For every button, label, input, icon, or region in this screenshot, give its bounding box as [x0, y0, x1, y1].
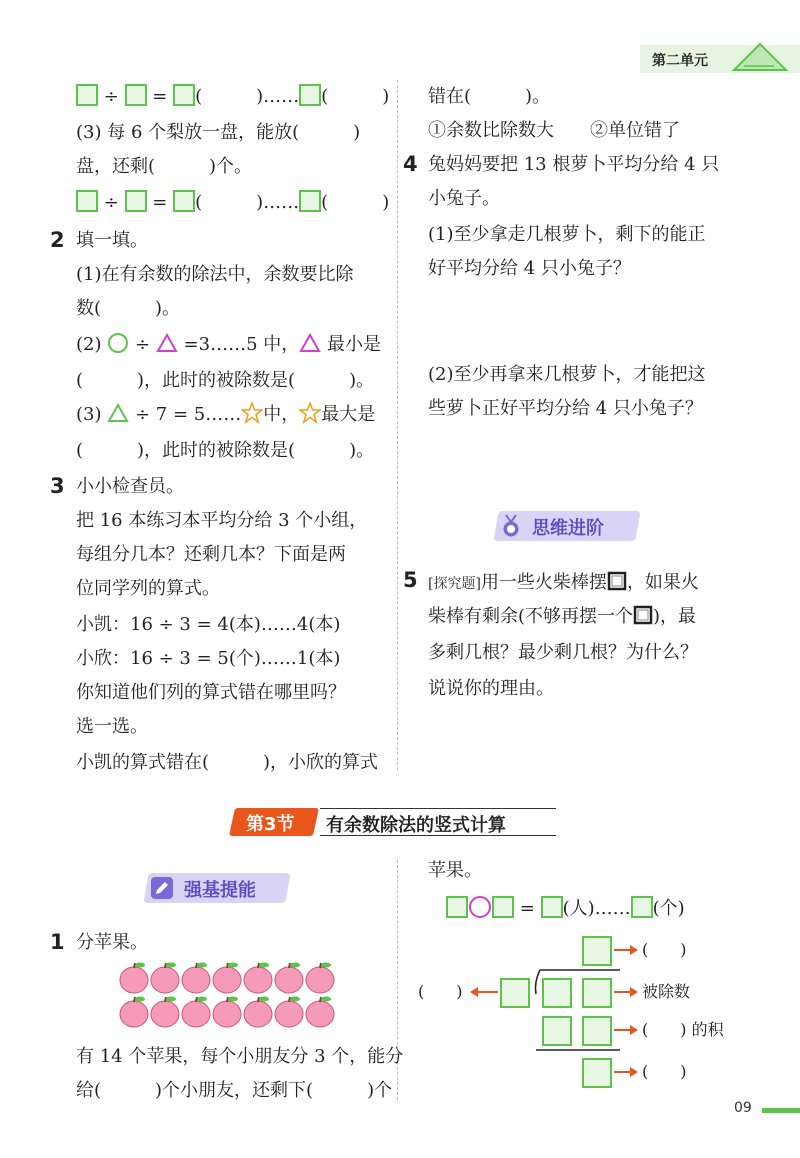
apple-icon	[182, 997, 210, 1028]
apple-icon	[213, 997, 241, 1028]
q4-line1: 兔妈妈要把 13 根萝卜平均分给 4 只	[428, 154, 720, 175]
star-icon	[299, 402, 321, 424]
blank-box[interactable]	[299, 84, 321, 106]
blank-box[interactable]	[173, 84, 195, 106]
q1-line1: 有 14 个苹果，每个小朋友分 3 个，能分	[76, 1046, 404, 1067]
question-number: 2	[50, 228, 65, 252]
q5-line4: 说说你的理由。	[428, 678, 554, 699]
arrow-icon	[614, 1024, 638, 1036]
label-product: ( ) 的积	[642, 1020, 724, 1039]
matchstick-square-icon	[607, 571, 627, 591]
apple-icon	[151, 963, 179, 994]
q3-title: 小小检查员。	[76, 476, 184, 497]
q4-2-line1: (2)至少再拿来几根萝卜，才能把这	[428, 364, 706, 385]
apple-icon	[182, 963, 210, 994]
matchstick-square-icon	[633, 605, 653, 625]
apples-illustration	[118, 962, 340, 1032]
quotient-box[interactable]	[582, 936, 612, 966]
q4-1-line1: (1)至少拿走几根萝卜，剩下的能正	[428, 224, 706, 245]
blank-box[interactable]	[299, 190, 321, 212]
q3-cont: 错在( )。	[428, 86, 551, 107]
q3-kai: 小凯：16 ÷ 3 = 4(本)……4(本)	[76, 614, 341, 635]
q1-3-line1: (3) 每 6 个梨放一盘，能放( )	[76, 122, 361, 143]
basic-badge-label: 强基提能	[184, 880, 256, 901]
label-remainder: ( )	[642, 1062, 687, 1081]
apple-icon	[306, 963, 334, 994]
blank-box[interactable]	[125, 84, 147, 106]
label-quotient: ( )	[642, 940, 687, 959]
apple-icon	[244, 997, 272, 1028]
q2-2-line2: ( )，此时的被除数是( )。	[76, 370, 375, 391]
arrow-icon	[614, 1066, 638, 1078]
divisor-box[interactable]	[500, 978, 530, 1008]
q2-1-line2: 数( )。	[76, 298, 181, 319]
q5-line1: [探究题]用一些火柴棒摆 ，如果火	[428, 572, 699, 593]
apple-icon	[120, 997, 148, 1028]
arrow-icon	[614, 986, 638, 998]
triangle-icon	[299, 333, 321, 353]
rb-cont: 苹果。	[428, 860, 482, 881]
apple-icon	[244, 963, 272, 994]
apple-icon	[213, 963, 241, 994]
blank-box[interactable]	[446, 896, 468, 918]
question-number: 5	[403, 568, 418, 592]
triangle-icon	[156, 333, 178, 353]
page-number: 09	[734, 1100, 752, 1116]
q3-line4: 你知道他们列的算式错在哪里吗？	[76, 682, 346, 703]
q3-line5: 选一选。	[76, 716, 148, 737]
column-divider-top	[397, 80, 398, 770]
blank-box[interactable]	[125, 190, 147, 212]
q2-1-line1: (1)在有余数的除法中，余数要比除	[76, 264, 354, 285]
section-title: 有余数除法的竖式计算	[326, 815, 506, 836]
q3-line1: 把 16 本练习本平均分给 3 个小组，	[76, 510, 368, 531]
circle-icon	[468, 895, 492, 919]
q4-line2: 小兔子。	[428, 188, 500, 209]
blank-box[interactable]	[76, 84, 98, 106]
arrow-icon	[470, 986, 498, 998]
thinking-badge-label: 思维进阶	[532, 518, 604, 539]
page-number-bar	[762, 1108, 800, 1113]
q1-title: 分苹果。	[76, 932, 148, 953]
rb-formula: = (人)…… (个)	[446, 895, 685, 922]
q2-3-line1: (3) ÷ 7 = 5…… 中， 最大是	[76, 404, 376, 425]
formula-b: ÷ = ( )…… ( )	[76, 190, 389, 216]
q4-2-line2: 些萝卜正好平均分给 4 只小兔子？	[428, 398, 703, 419]
arrow-icon	[614, 944, 638, 956]
q2-2-line1: (2) ÷ =3……5 中， 最小是	[76, 334, 381, 355]
q5-line3: 多剩几根？最少剩几根？为什么？	[428, 642, 698, 663]
formula-a: ÷ = ( )…… ( )	[76, 84, 389, 110]
q3-line2: 每组分几本？还剩几本？下面是两	[76, 544, 346, 565]
apple-icon	[275, 997, 303, 1028]
star-icon	[241, 402, 263, 424]
label-dividend: 被除数	[642, 982, 691, 1001]
blank-box[interactable]	[492, 896, 514, 918]
blank-box[interactable]	[76, 190, 98, 212]
circle-icon	[107, 332, 129, 354]
apple-icon	[306, 997, 334, 1028]
blank-box[interactable]	[631, 896, 653, 918]
q5-tag: [探究题]	[428, 576, 481, 592]
ruler-triangle-icon	[730, 40, 790, 72]
pencil-icon	[150, 876, 174, 900]
question-number: 3	[50, 474, 65, 498]
q3-options: ①余数比除数大 ②单位错了	[428, 120, 680, 141]
q3-line6: 小凯的算式错在( )，小欣的算式	[76, 752, 379, 773]
q4-1-line2: 好平均分给 4 只小兔子？	[428, 258, 631, 279]
remainder-box[interactable]	[582, 1058, 612, 1088]
question-number: 1	[50, 930, 65, 954]
q3-line3: 位同学列的算式。	[76, 578, 220, 599]
label-divisor: ( )	[418, 982, 463, 1001]
medal-icon	[500, 514, 522, 538]
q3-xin: 小欣：16 ÷ 3 = 5(个)……1(本)	[76, 648, 341, 669]
unit-title: 第二单元	[652, 53, 708, 69]
apple-icon	[120, 963, 148, 994]
apple-icon	[151, 997, 179, 1028]
question-number: 4	[403, 152, 418, 176]
q1-3-line2: 盘，还剩( )个。	[76, 156, 253, 177]
q1-line2: 给( )个小朋友，还剩下( )个	[76, 1080, 393, 1101]
blank-box[interactable]	[173, 190, 195, 212]
q2-3-line2: ( )，此时的被除数是( )。	[76, 440, 375, 461]
division-bracket	[530, 968, 630, 1058]
apple-icon	[275, 963, 303, 994]
section-tag-label: 第3节	[246, 814, 295, 835]
q2-title: 填一填。	[76, 230, 148, 251]
blank-box[interactable]	[541, 896, 563, 918]
q5-line2: 柴棒有剩余(不够再摆一个 )，最	[428, 606, 697, 627]
triangle-icon	[107, 403, 129, 423]
